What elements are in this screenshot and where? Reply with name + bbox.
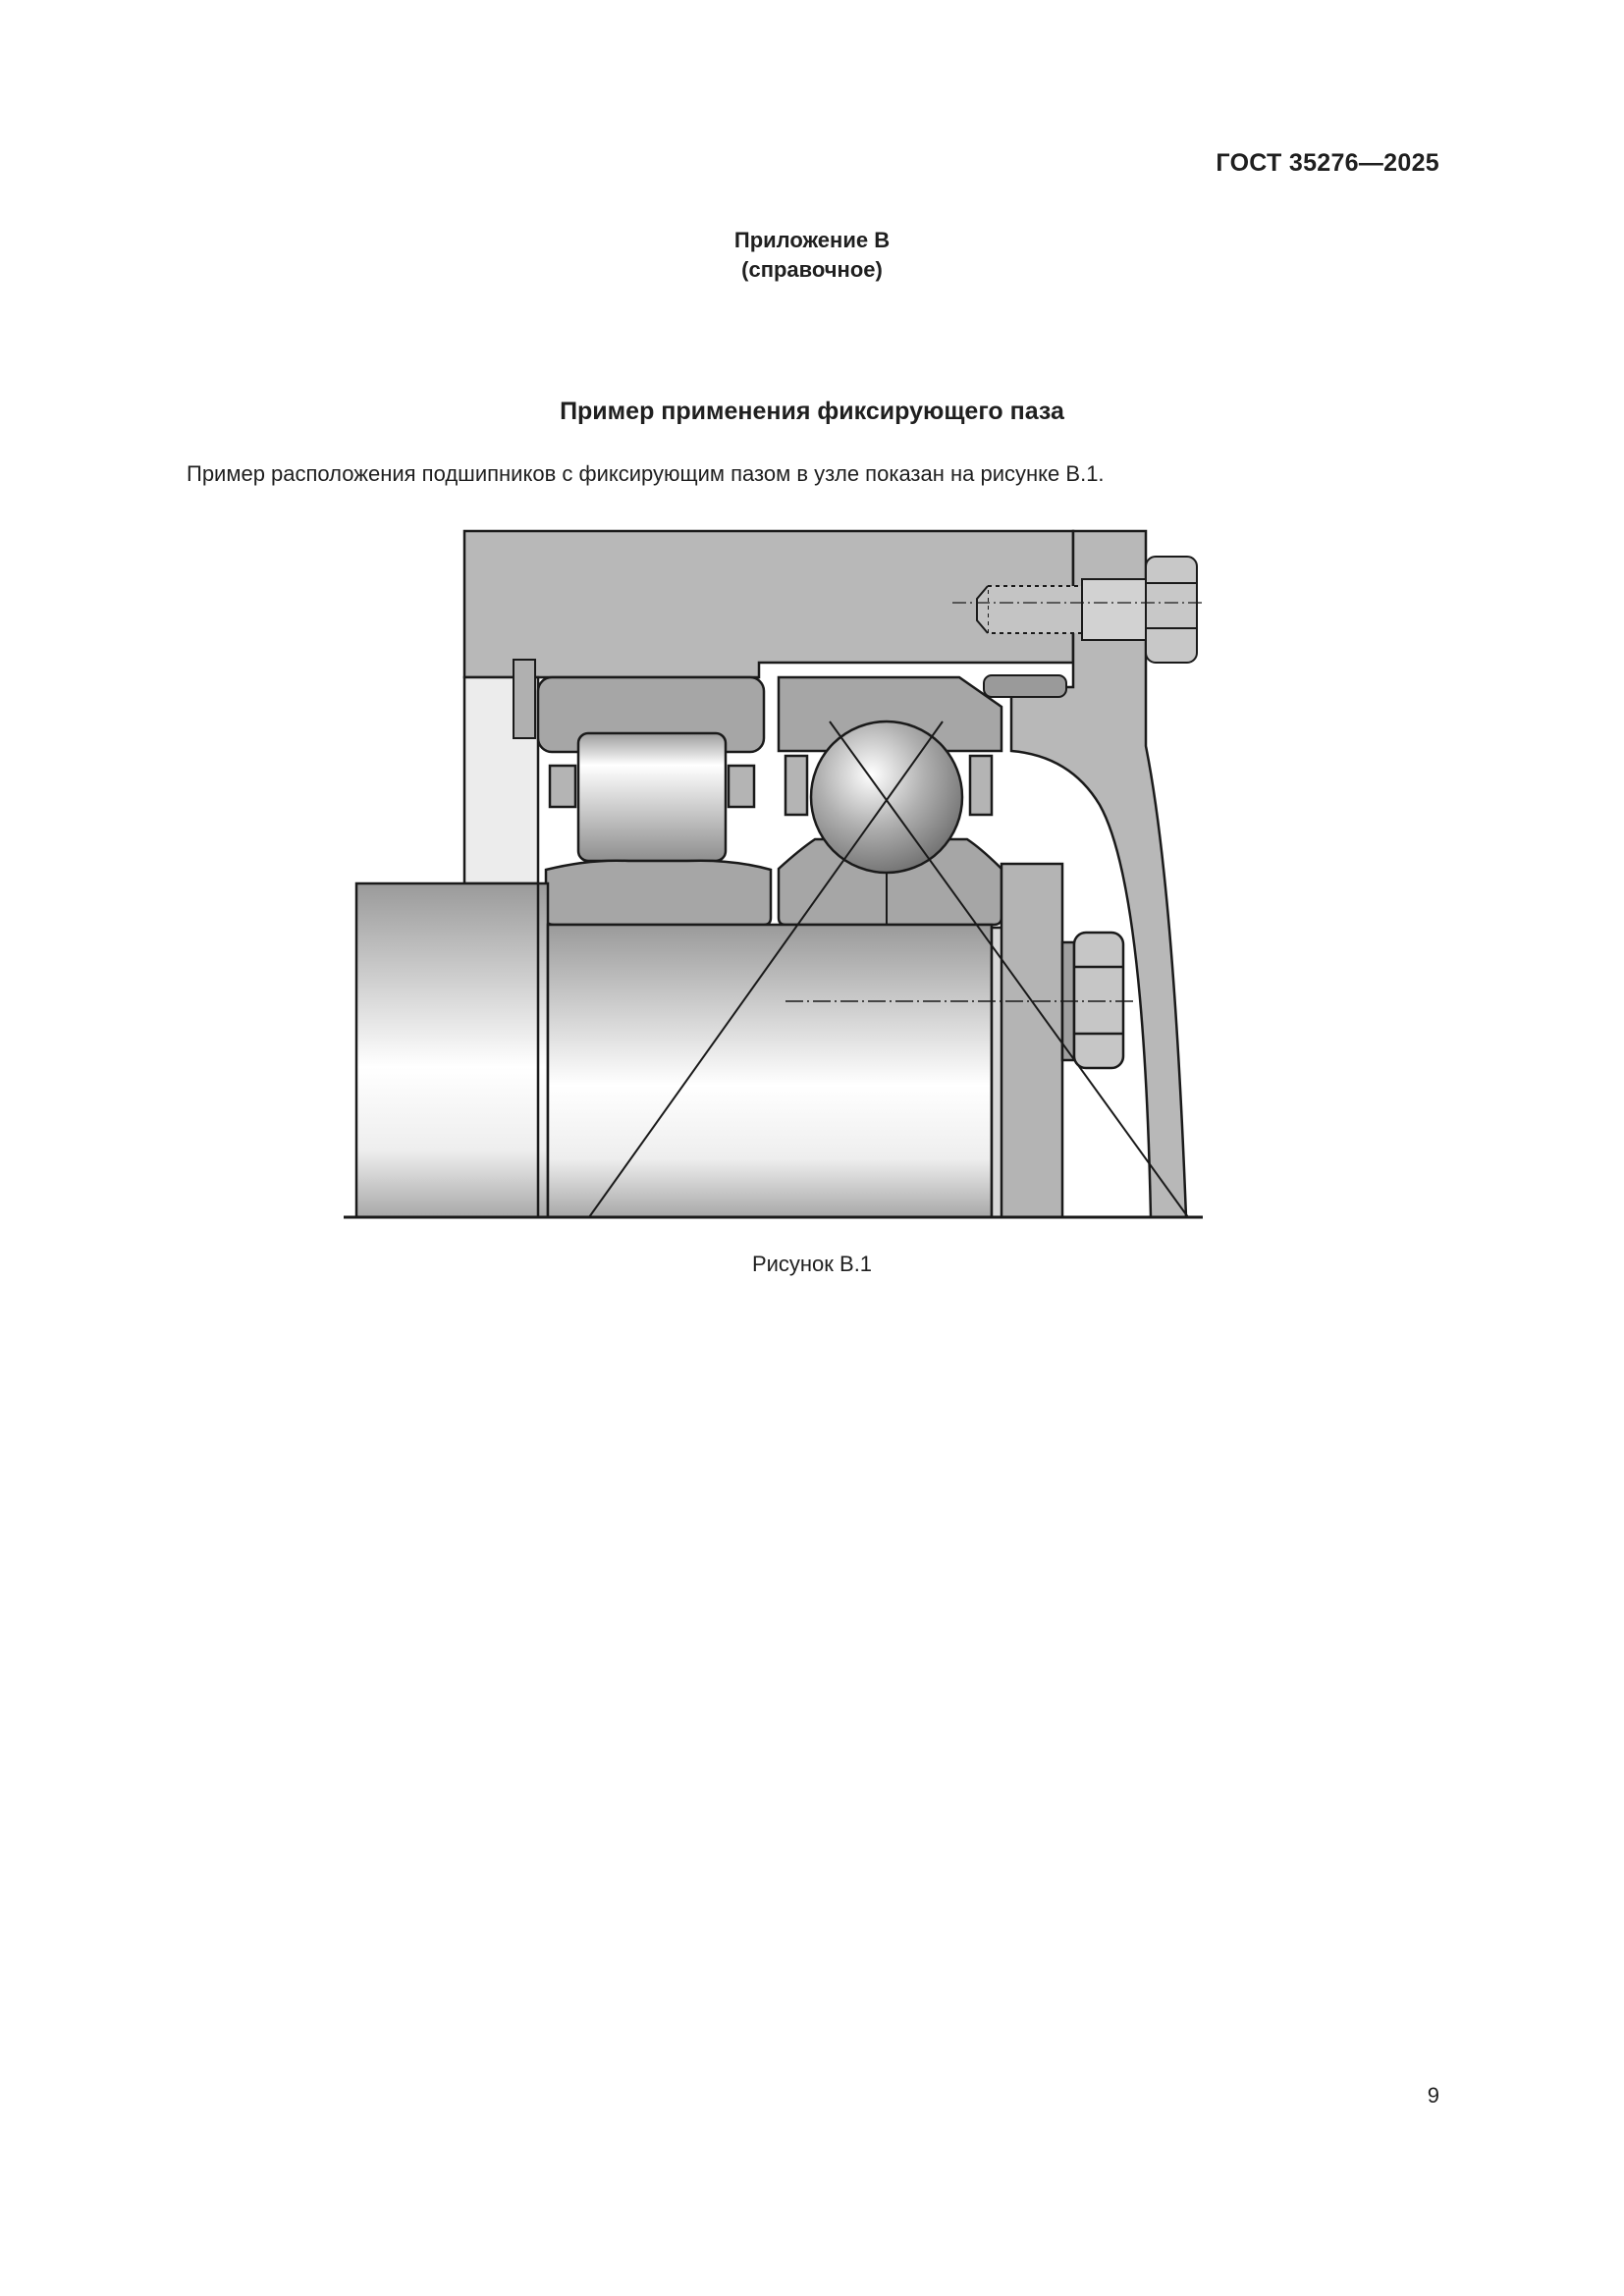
figure-caption: Рисунок В.1 [751, 1252, 873, 1276]
angular-contact-ball-bearing [779, 677, 1001, 925]
snap-ring [514, 660, 535, 738]
body-paragraph: Пример расположения подшипников с фиксирующим пазом в узле показан на рисунке В.1. [187, 461, 1105, 486]
shaft [356, 883, 992, 1217]
appendix-title: Приложение В [733, 228, 891, 252]
cylindrical-roller-bearing [538, 677, 771, 925]
section-title: Пример применения фиксирующего паза [560, 398, 1064, 425]
page-number: 9 [1427, 2083, 1439, 2108]
appendix-type: (справочное) [741, 257, 883, 282]
document-code: ГОСТ 35276—2025 [1216, 149, 1439, 177]
locating-pin [984, 675, 1066, 697]
